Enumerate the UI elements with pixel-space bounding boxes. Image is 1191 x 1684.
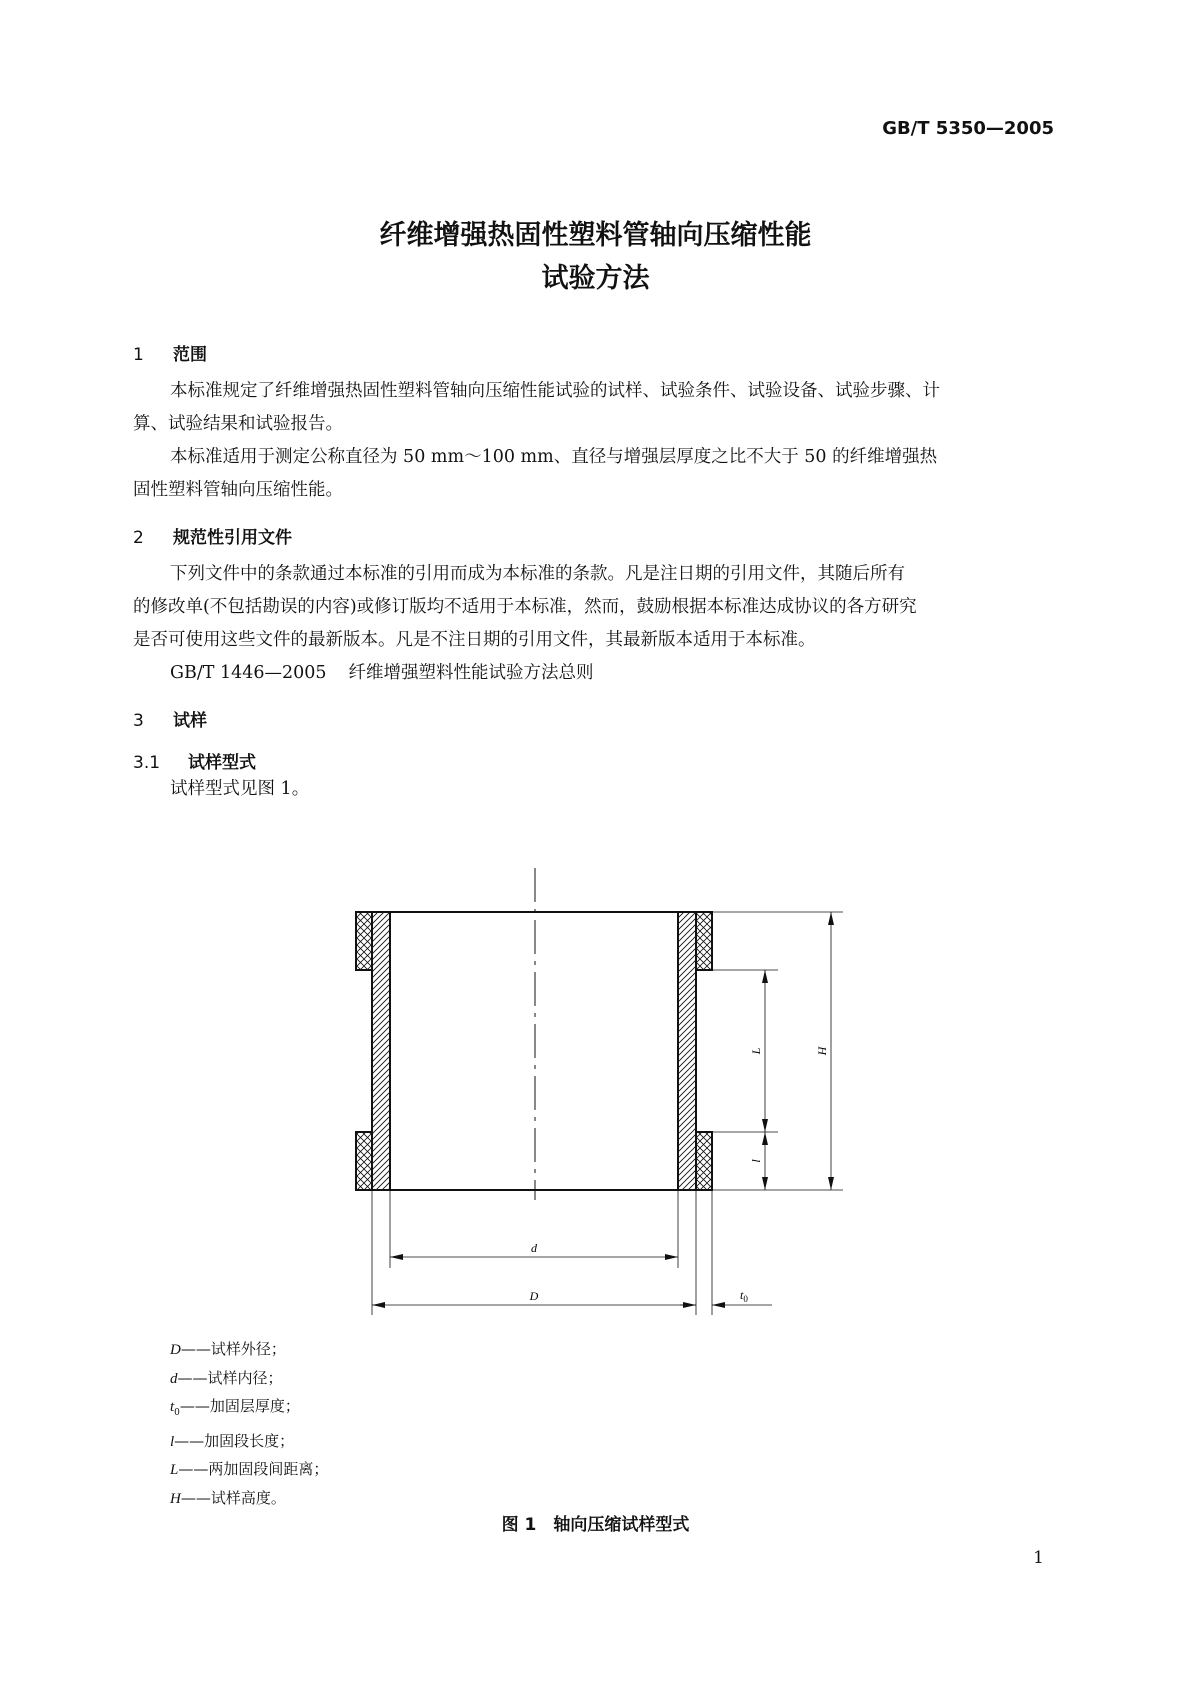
legend-item: D——试样外径； [170,1340,286,1358]
section-1-title: 范围 [173,345,207,365]
section-3-title: 试样 [173,711,207,731]
figure-legend [170,1336,328,1513]
reference-code: GB/T 1446—2005 [170,663,327,683]
section-3-1-title: 试样型式 [188,753,256,773]
section-2-number: 2 [133,528,144,548]
legend-item: H——试样高度。 [170,1488,286,1507]
label-l: l [749,1159,763,1163]
s2-para-line3: 是否可使用这些文件的最新版本。凡是不注日期的引用文件，其最新版本适用于本标准。 [133,630,816,650]
title-line-1: 纤维增强热固性塑料管轴向压缩性能 [379,220,812,251]
label-d: d [531,1241,537,1255]
section-3-1-number: 3.1 [133,753,161,773]
label-H: H [815,1046,829,1056]
s2-para-line2: 的修改单(不包括勘误的内容)或修订版均不适用于本标准，然而，鼓励根据本标准达成协议的各方研究 [133,597,917,617]
dimension-lines [372,912,843,1315]
page-number: 1 [1033,1548,1044,1568]
reference-title: 纤维增强塑料性能试验方法总则 [348,663,594,683]
s2-para-line1: 下列文件中的条款通过本标准的引用而成为本标准的条款。凡是注日期的引用文件，其随后所有 [170,564,905,584]
section-3-1-text: 试样型式见图 1。 [170,779,310,799]
legend-item: l——加固段长度； [170,1431,295,1450]
s1-para2-line1: 本标准适用于测定公称直径为 50 mm～100 mm、直径与增强层厚度之比不大于 50 的纤维增强热 [170,447,938,467]
legend-item: L——两加固段间距离； [170,1460,329,1478]
label-t0: $t_0$ [740,1288,748,1304]
standard-number: GB/T 5350—2005 [882,118,1054,139]
figure-caption: 图 1 轴向压缩试样型式 [501,1515,690,1535]
left-pipe-wall [372,912,390,1190]
section-3-number: 3 [133,711,144,731]
s1-para1-line2: 算、试验结果和试验报告。 [133,414,343,434]
legend-item: d——试样内径； [170,1368,283,1387]
section-2-title: 规范性引用文件 [173,528,292,548]
reinforcement-bottom-left [356,1132,372,1190]
reinforcement-top-right [696,912,712,970]
legend-item: $t_0——$加固层厚度； [170,1397,300,1418]
section-1-number: 1 [133,345,144,365]
reinforcement-top-left [356,912,372,970]
s1-para1-line1: 本标准规定了纤维增强热固性塑料管轴向压缩性能试验的试样、试验条件、试验设备、试验步骤、计 [170,381,940,401]
title-line-2: 试验方法 [541,263,650,294]
label-D: D [529,1289,539,1303]
reinforcement-bottom-right [696,1132,712,1190]
s1-para2-line2: 固性塑料管轴向压缩性能。 [133,480,343,500]
label-L: L [749,1047,763,1055]
right-pipe-wall [678,912,696,1190]
